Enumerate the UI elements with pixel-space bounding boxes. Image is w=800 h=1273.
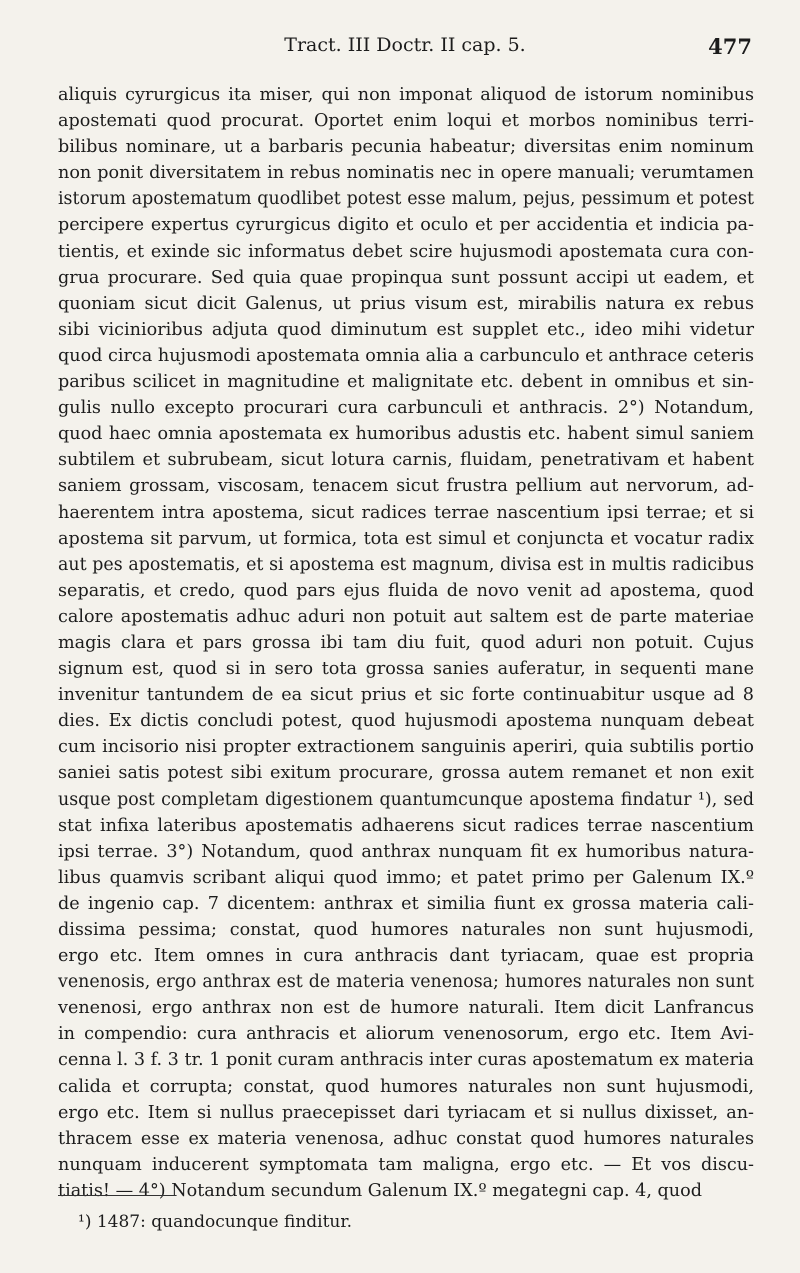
- footnote: ¹) 1487: quandocunque finditur.: [78, 1212, 353, 1232]
- text-line: dies. Ex dictis concludi potest, quod hujusmodi apostema nunquam debeat: [58, 711, 754, 732]
- text-line: paribus scilicet in magnitudine et malignitate etc. debent in omnibus et sin-: [58, 372, 754, 393]
- text-line: separatis, et credo, quod pars ejus fluida de novo venit ad apostema, quod: [58, 580, 754, 601]
- text-line: subtilem et subrubeam, sicut lotura carnis, fluidam, penetrativam et habent: [58, 450, 754, 471]
- text-line: ipsi terrae. 3°) Notandum, quod anthrax nunquam fit ex humoribus natura-: [58, 841, 754, 862]
- page-header: [58, 30, 752, 64]
- text-line: saniei satis potest sibi exitum procurare, grossa autem remanet et non exit: [58, 763, 754, 784]
- text-line: apostema sit parvum, ut formica, tota est simul et conjuncta et vocatur radix: [58, 528, 754, 549]
- text-line: venenosi, ergo anthrax non est de humore naturali. Item dicit Lanfrancus: [58, 998, 754, 1019]
- text-line: ergo etc. Item omnes in cura anthracis dant tyriacam, quae est propria: [58, 946, 754, 967]
- text-line: tiatis! — 4°) Notandum secundum Galenum IX.º megategni cap. 4, quod: [58, 1180, 702, 1201]
- text-line: apostemati quod procurat. Oportet enim loqui et morbos nominibus terri-: [58, 111, 754, 132]
- text-line: non ponit diversitatem in rebus nominatis nec in opere manuali; verumtamen: [58, 163, 754, 184]
- text-line: invenitur tantundem de ea sicut prius et sic forte continuabitur usque ad 8: [58, 685, 754, 706]
- text-line: quoniam sicut dicit Galenus, ut prius visum est, mirabilis natura ex rebus: [58, 293, 754, 314]
- text-line: signum est, quod si in sero tota grossa sanies auferatur, in sequenti mane: [58, 659, 754, 680]
- text-line: cenna l. 3 f. 3 tr. 1 ponit curam anthracis inter curas apostematum ex materia: [58, 1050, 755, 1071]
- text-line: stat infixa lateribus apostematis adhaerens sicut radices terrae nascentium: [58, 815, 754, 836]
- text-line: saniem grossam, viscosam, tenacem sicut frustra pellium aut nervorum, ad-: [58, 476, 754, 497]
- text-line: venenosis, ergo anthrax est de materia venenosa; humores naturales non sunt: [58, 972, 754, 993]
- text-line: haerentem intra apostema, sicut radices terrae nascentium ipsi terrae; et si: [58, 502, 754, 523]
- text-line: tientis, et exinde sic informatus debet scire hujusmodi apostemata cura con-: [58, 241, 754, 262]
- text-line: bilibus nominare, ut a barbaris pecunia habeatur; diversitas enim nominum: [58, 137, 754, 158]
- text-line: quod haec omnia apostemata ex humoribus adustis etc. habent simul saniem: [58, 424, 754, 445]
- text-line: cum incisorio nisi propter extractionem sanguinis aperiri, quia subtilis portio: [58, 737, 754, 758]
- text-line: calore apostematis adhuc aduri non potuit aut saltem est de parte materiae: [58, 606, 754, 627]
- text-line: nunquam inducerent symptomata tam maligna, ergo etc. — Et vos discu-: [58, 1154, 754, 1175]
- text-line: aliquis cyrurgicus ita miser, qui non imponat aliquod de istorum nominibus: [58, 85, 754, 105]
- running-title: Tract. III Doctr. II cap. 5.: [284, 34, 526, 56]
- page-number: 477: [708, 34, 752, 59]
- text-line: magis clara et pars grossa ibi tam diu fuit, quod aduri non potuit. Cujus: [58, 632, 754, 653]
- text-line: dissima pessima; constat, quod humores naturales non sunt hujusmodi,: [58, 920, 754, 940]
- text-line: ergo etc. Item si nullus praecepisset dari tyriacam et si nullus dixisset, an-: [58, 1102, 754, 1123]
- text-line: de ingenio cap. 7 dicentem: anthrax et similia fiunt ex grossa materia cali-: [58, 893, 754, 914]
- text-line: istorum apostematum quodlibet potest esse malum, pejus, pessimum et potest: [58, 189, 754, 210]
- text-line: thracem esse ex materia venenosa, adhuc constat quod humores naturales: [58, 1128, 754, 1149]
- text-line: grua procurare. Sed quia quae propinqua sunt possunt accipi ut eadem, et: [58, 267, 754, 288]
- text-line: calida et corrupta; constat, quod humores naturales non sunt hujusmodi,: [58, 1076, 754, 1097]
- body-text: [58, 82, 754, 1204]
- text-line: usque post completam digestionem quantumcunque apostema findatur ¹), sed: [58, 789, 754, 810]
- text-line: libus quamvis scribant aliqui quod immo; et patet primo per Galenum IX.º: [58, 867, 754, 888]
- text-line: quod circa hujusmodi apostemata omnia alia a carbunculo et anthrace ceteris: [58, 345, 755, 366]
- text-line: gulis nullo excepto procurari cura carbunculi et anthracis. 2°) Notandum,: [58, 398, 754, 419]
- text-line: sibi vicinioribus adjuta quod diminutum est supplet etc., ideo mihi videtur: [58, 319, 754, 340]
- footnote-divider: [58, 1195, 176, 1196]
- text-line: percipere expertus cyrurgicus digito et oculo et per accidentia et indicia pa-: [58, 215, 754, 236]
- text-line: in compendio: cura anthracis et aliorum venenosorum, ergo etc. Item Avi-: [58, 1024, 754, 1045]
- text-line: aut pes apostematis, et si apostema est magnum, divisa est in multis radicibus: [58, 554, 754, 575]
